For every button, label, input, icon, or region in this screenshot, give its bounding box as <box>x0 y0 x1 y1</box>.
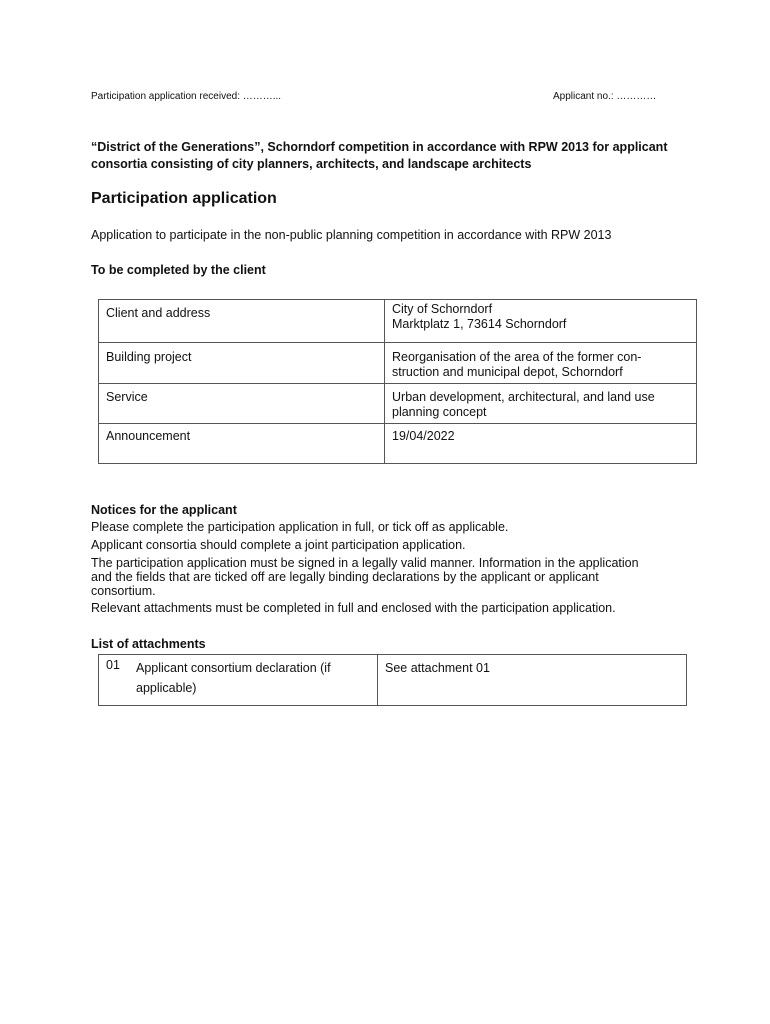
received-label: Participation application received: ………... <box>91 91 282 102</box>
page-heading: Participation application <box>91 190 277 207</box>
table-label: Announcement <box>106 429 191 443</box>
intro-text: Application to participate in the non-public planning competition in accordance with RPW 2013 <box>91 228 612 242</box>
notice-line: Applicant consortia should complete a joint participation application. <box>91 538 466 552</box>
table-row <box>99 343 697 384</box>
table-row <box>99 300 697 343</box>
applicant-no-label: Applicant no.: ………… <box>553 91 657 102</box>
notice-line: Relevant attachments must be completed in full and enclosed with the participation application. <box>91 601 616 615</box>
client-section-heading: To be completed by the client <box>91 263 266 277</box>
table-row <box>99 655 687 706</box>
attachment-item <box>99 655 377 698</box>
notice-line: The participation application must be signed in a legally valid manner. Information in the application and the fields that are ticked off are legally binding declarations by the applicant or applicant consortium. <box>91 556 639 598</box>
attachment-number: 01 <box>106 658 120 672</box>
client-table <box>98 299 697 464</box>
table-value: Reorganisation of the area of the former con- struction and municipal depot, Schorndorf <box>392 350 642 379</box>
attachments-heading: List of attachments <box>91 637 206 651</box>
attachments-table <box>98 654 687 706</box>
table-value: City of Schorndorf Marktplatz 1, 73614 Schorndorf <box>392 302 567 331</box>
table-value: 19/04/2022 <box>392 429 455 443</box>
table-label: Service <box>106 390 148 404</box>
table-row <box>99 424 697 464</box>
table-value: Urban development, architectural, and land use planning concept <box>392 390 655 419</box>
competition-title: “District of the Generations”, Schorndorf competition in accordance with RPW 2013 for applicant consortia consisting of city planners, architects, and landscape architects <box>91 140 668 171</box>
notice-line: Please complete the participation application in full, or tick off as applicable. <box>91 520 509 534</box>
table-label: Building project <box>106 350 192 364</box>
attachment-description: Applicant consortium declaration (if applicable) <box>136 661 331 695</box>
table-label: Client and address <box>106 306 211 320</box>
table-row <box>99 384 697 424</box>
notices-heading: Notices for the applicant <box>91 503 237 517</box>
attachment-reference: See attachment 01 <box>385 661 490 675</box>
notices-list <box>91 520 666 616</box>
